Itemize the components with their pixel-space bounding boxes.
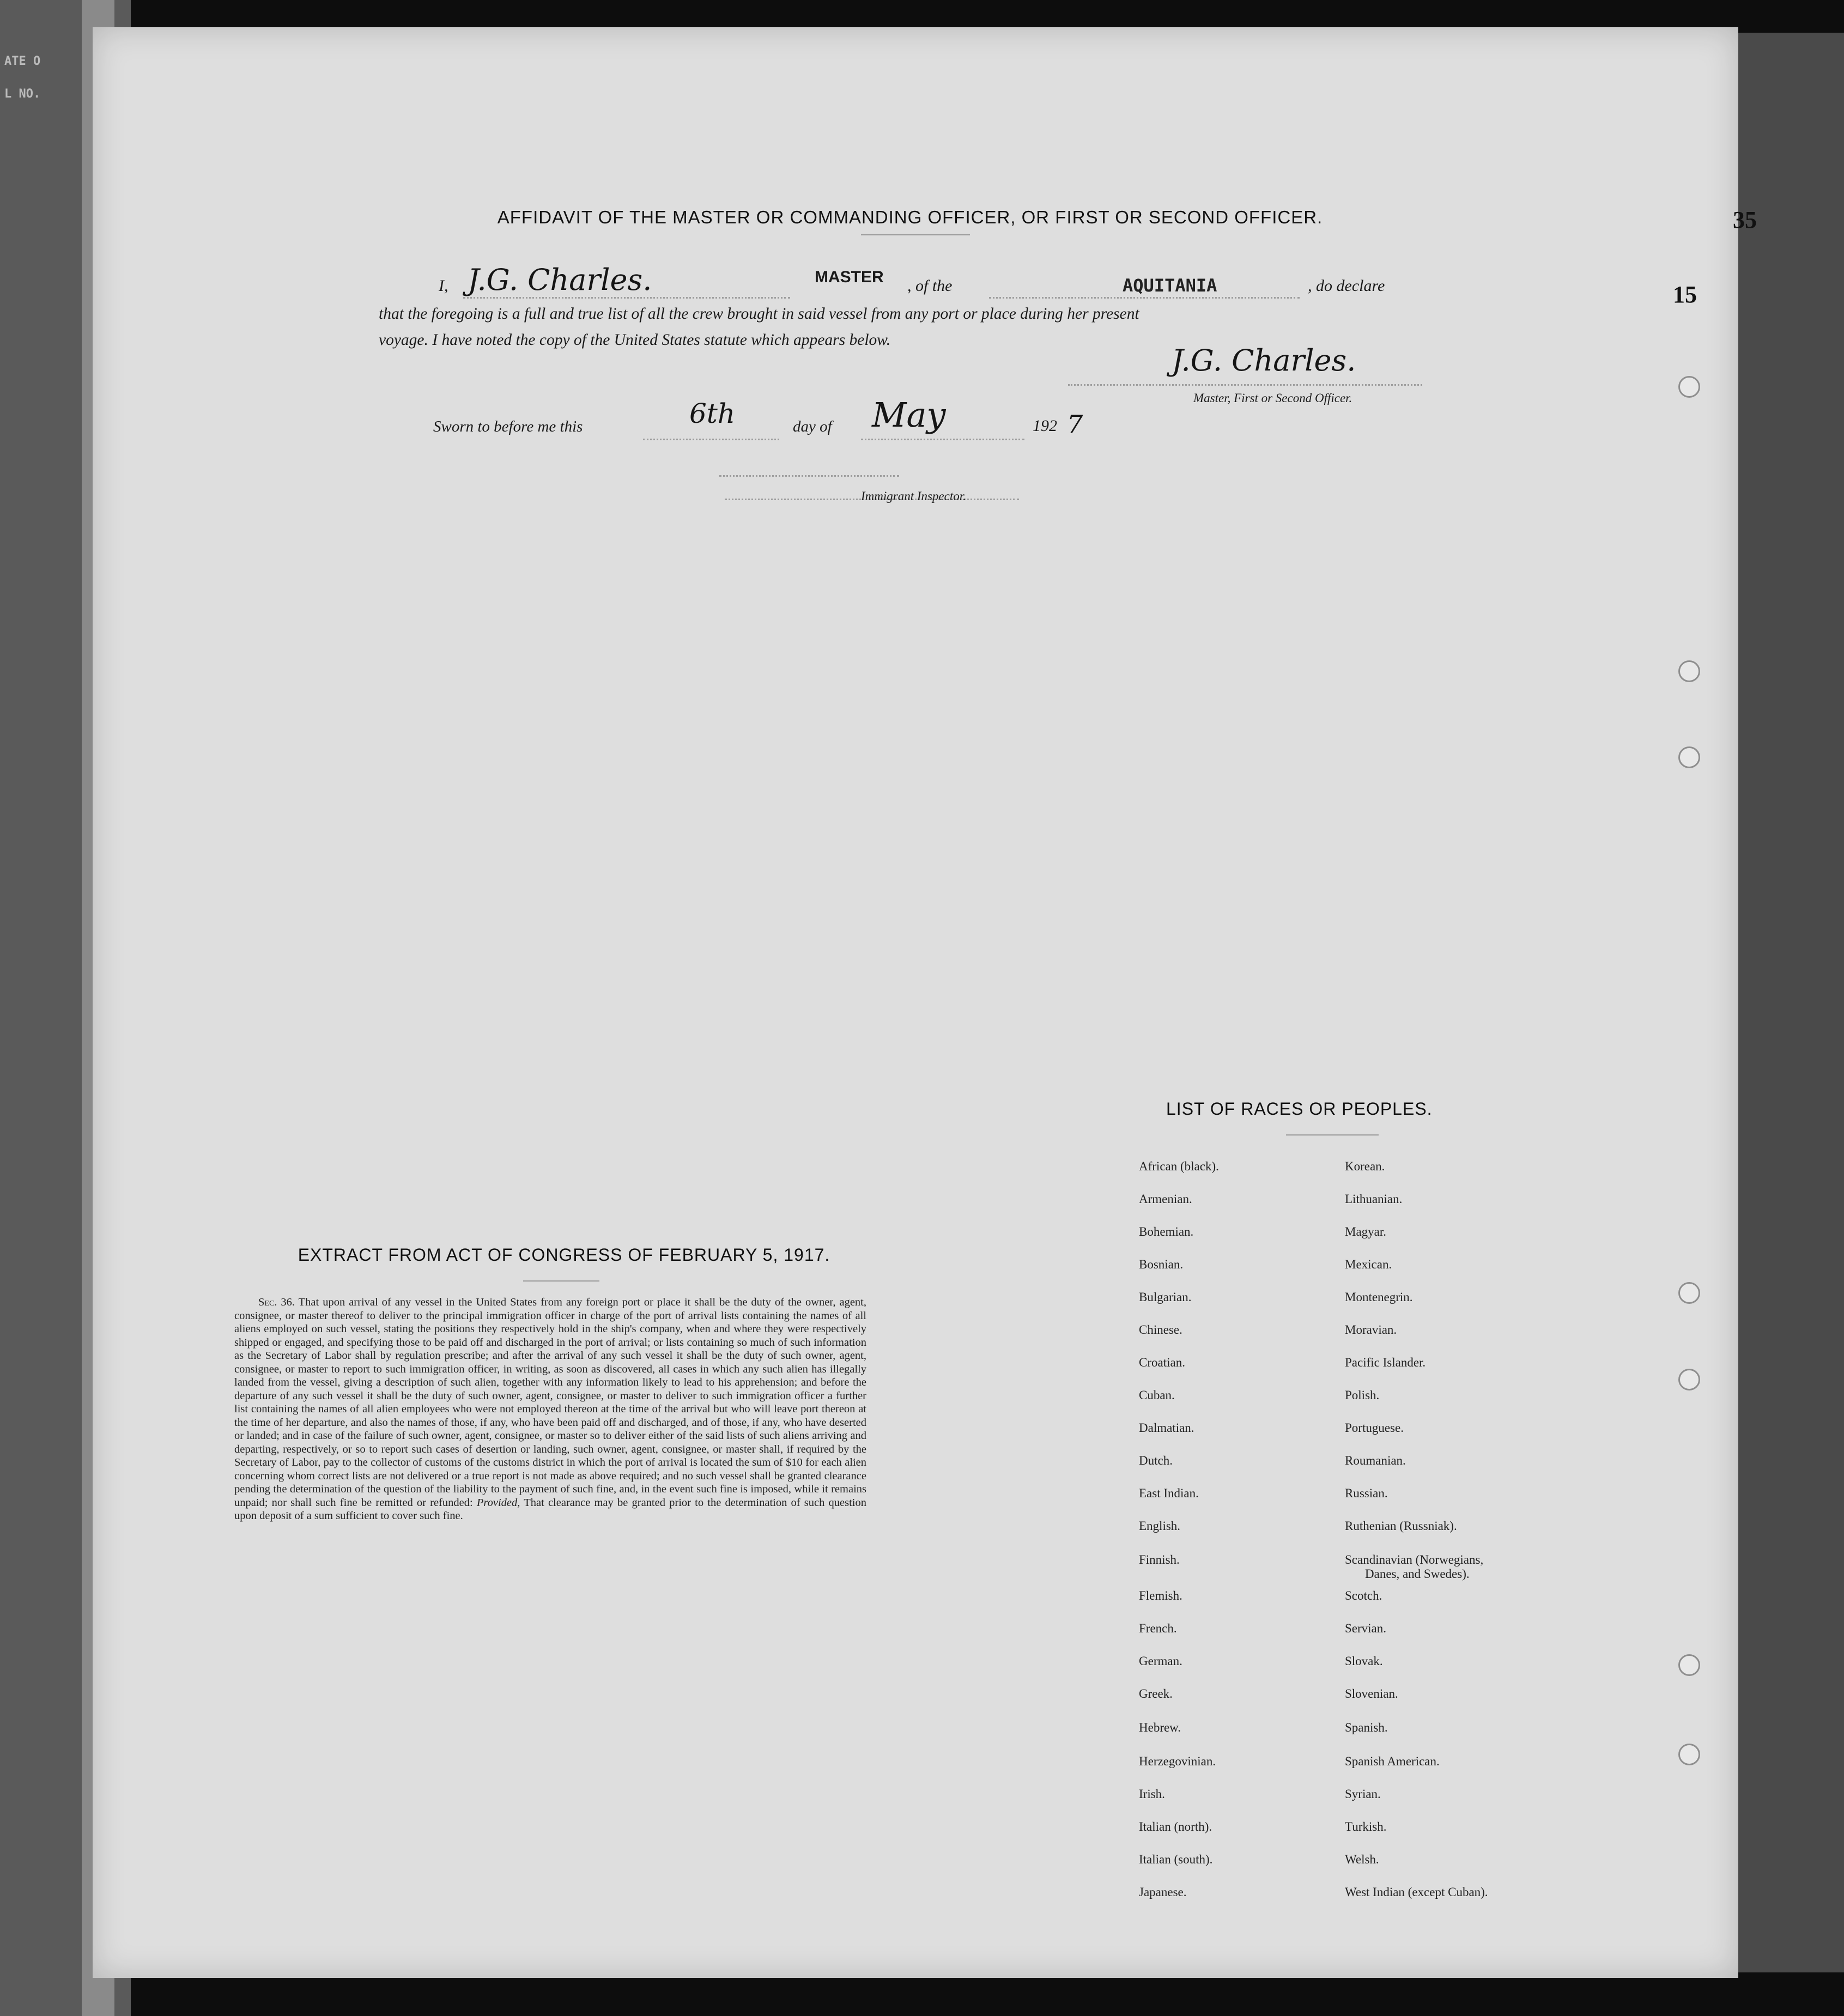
punch-hole bbox=[1678, 376, 1700, 398]
race-left: Italian (north). bbox=[1139, 1820, 1212, 1833]
year-suffix: 7 bbox=[1067, 410, 1083, 439]
race-right: Mexican. bbox=[1345, 1258, 1392, 1271]
vessel-name: AQUITANIA bbox=[1123, 275, 1217, 296]
race-right: Spanish. bbox=[1345, 1721, 1388, 1734]
signature-line bbox=[463, 297, 790, 299]
race-right: Slovak. bbox=[1345, 1654, 1383, 1668]
of-the-label: , of the bbox=[907, 277, 953, 295]
affidavit-heading: AFFIDAVIT OF THE MASTER OR COMMANDING OFFICER, OR FIRST OR SECOND OFFICER. bbox=[497, 207, 1323, 227]
sworn-month: May bbox=[872, 395, 946, 435]
race-left: Bohemian. bbox=[1139, 1225, 1194, 1238]
edge-page-fragment: 35 bbox=[1733, 207, 1757, 233]
race-left: Finnish. bbox=[1139, 1553, 1180, 1566]
race-left: Croatian. bbox=[1139, 1356, 1185, 1369]
race-right: Turkish. bbox=[1345, 1820, 1387, 1833]
punch-hole bbox=[1678, 1654, 1700, 1676]
race-right: Slovenian. bbox=[1345, 1687, 1398, 1701]
race-left: Cuban. bbox=[1139, 1388, 1175, 1402]
punch-hole bbox=[1678, 746, 1700, 768]
day-line bbox=[643, 439, 779, 440]
provided-word: Provided, bbox=[476, 1496, 520, 1509]
race-left: French. bbox=[1139, 1622, 1177, 1635]
race-left: Greek. bbox=[1139, 1687, 1173, 1701]
affidavit-line-2: that the foregoing is a full and true list of all the crew brought in said vessel from any port or place during her present bbox=[379, 305, 1139, 323]
race-right: Scotch. bbox=[1345, 1589, 1382, 1602]
race-right: Syrian. bbox=[1345, 1787, 1381, 1801]
officer-signature: J.G. Charles. bbox=[1172, 343, 1356, 378]
inspector-caption: Immigrant Inspector. bbox=[861, 489, 966, 503]
day-of-label: day of bbox=[793, 418, 832, 435]
page-number: 15 bbox=[1673, 281, 1697, 308]
race-left: Hebrew. bbox=[1139, 1721, 1181, 1734]
race-left: Japanese. bbox=[1139, 1885, 1187, 1899]
race-right: Polish. bbox=[1345, 1388, 1380, 1402]
race-left: Armenian. bbox=[1139, 1192, 1192, 1206]
punch-hole bbox=[1678, 1282, 1700, 1304]
race-right: Korean. bbox=[1345, 1159, 1385, 1173]
race-left: African (black). bbox=[1139, 1159, 1219, 1173]
race-left: Italian (south). bbox=[1139, 1853, 1213, 1866]
race-left: Irish. bbox=[1139, 1787, 1165, 1801]
left-edge-fragment-1: ATE O bbox=[4, 54, 41, 68]
sworn-label: Sworn to before me this bbox=[433, 418, 583, 435]
affidavit-i-label: I, bbox=[439, 277, 448, 295]
punch-hole bbox=[1678, 1369, 1700, 1390]
officer-signature-line bbox=[1068, 384, 1422, 386]
master-signature: J.G. Charles. bbox=[468, 263, 652, 297]
race-right: Servian. bbox=[1345, 1622, 1387, 1635]
rank-label: MASTER bbox=[815, 268, 884, 286]
race-left: Chinese. bbox=[1139, 1323, 1182, 1337]
race-left: German. bbox=[1139, 1654, 1182, 1668]
races-heading: LIST OF RACES OR PEOPLES. bbox=[1166, 1099, 1433, 1119]
left-edge-fragment-2: L NO. bbox=[4, 87, 41, 101]
race-left: English. bbox=[1139, 1519, 1181, 1533]
vessel-line bbox=[989, 297, 1300, 299]
race-left: Bosnian. bbox=[1139, 1258, 1184, 1271]
sworn-day: 6th bbox=[689, 398, 736, 429]
statute-proviso: That clearance may be granted prior to the determination of such question upon deposit of a sum sufficient to cover such fine. bbox=[234, 1496, 867, 1522]
race-left: Flemish. bbox=[1139, 1589, 1182, 1602]
race-right: Roumanian. bbox=[1345, 1454, 1406, 1467]
extract-rule bbox=[523, 1280, 599, 1282]
month-line bbox=[861, 439, 1024, 440]
race-right: Ruthenian (Russniak). bbox=[1345, 1519, 1457, 1533]
race-right: Scandinavian (Norwegians, bbox=[1345, 1553, 1484, 1566]
race-right: Magyar. bbox=[1345, 1225, 1387, 1238]
punch-hole bbox=[1678, 660, 1700, 682]
heading-rule bbox=[861, 234, 970, 235]
race-right: Russian. bbox=[1345, 1486, 1388, 1500]
race-right: West Indian (except Cuban). bbox=[1345, 1885, 1488, 1899]
race-right: Spanish American. bbox=[1345, 1754, 1440, 1768]
extract-heading: EXTRACT FROM ACT OF CONGRESS OF FEBRUARY 5, 1917. bbox=[298, 1245, 830, 1265]
race-left: East Indian. bbox=[1139, 1486, 1199, 1500]
section-number: Sec. 36. bbox=[258, 1296, 295, 1308]
year-prefix: 192 bbox=[1033, 417, 1057, 435]
punch-hole bbox=[1678, 1744, 1700, 1765]
race-right: Moravian. bbox=[1345, 1323, 1397, 1337]
race-left: Herzegovinian. bbox=[1139, 1754, 1216, 1768]
race-right: Pacific Islander. bbox=[1345, 1356, 1426, 1369]
officer-signature-caption: Master, First or Second Officer. bbox=[1193, 391, 1352, 405]
race-right: Lithuanian. bbox=[1345, 1192, 1403, 1206]
race-left: Dalmatian. bbox=[1139, 1421, 1194, 1435]
races-rule bbox=[1286, 1134, 1379, 1135]
race-right: Montenegrin. bbox=[1345, 1290, 1413, 1304]
do-declare-label: , do declare bbox=[1308, 277, 1385, 295]
affidavit-line-3: voyage. I have noted the copy of the United States statute which appears below. bbox=[379, 331, 891, 349]
race-right: Portuguese. bbox=[1345, 1421, 1404, 1435]
statute-text bbox=[234, 1296, 866, 1523]
race-right: Welsh. bbox=[1345, 1853, 1379, 1866]
race-right-continued: Danes, and Swedes). bbox=[1365, 1567, 1470, 1581]
race-left: Dutch. bbox=[1139, 1454, 1173, 1467]
race-left: Bulgarian. bbox=[1139, 1290, 1192, 1304]
inspector-line-1 bbox=[719, 475, 899, 477]
statute-body: That upon arrival of any vessel in the United States from any foreign port or place it shall be the duty of the owner, agent, consignee, or master thereof to deliver to the principal immigration officer in charge of the port of arrival lists containing the names of all aliens employed on such vessel, stating the positions they respectively hold in the ship's company, when and where they were respectively shipped or engaged, and specifying those to be paid off and discharged in the port of arrival; or lists containing so much of such information as the Secretary of Labor shall by regulation prescribe; and after the arrival of any such vessel it shall be the duty of such owner, agent, consignee, or master to report to such immigration officer, in writing, as soon as discovered, all cases in which any such alien has illegally landed from the vessel, giving a description of such alien, together with any information likely to lead to his apprehension; and before the departure of any such vessel it shall be the duty of such owner, agent, consignee, or master to deliver to such immigration officer a further list containing the names of all alien employees who were not employed thereon at the time of the arrival but who will leave port thereon at the time of her departure, and also the names of those, if any, who have been paid off and discharged, and of those, if any, who have deserted or landed; and in case of the failure of such owner, agent, consignee, or master so to deliver either of the said lists of such aliens arriving and departing, respectively, or so to report such cases of desertion or landing, such owner, agent, consignee, or master shall, if required by the Secretary of Labor, pay to the collector of customs of the customs district in which the port of arrival is located the sum of $10 for each alien concerning whom correct lists are not delivered or a true report is not made as above required; and no such vessel shall be granted clearance pending the determination of the question of the liability to the payment of such fine, and, in the event such fine is imposed, while it remains unpaid; nor shall such fine be remitted or refunded: bbox=[234, 1296, 866, 1509]
